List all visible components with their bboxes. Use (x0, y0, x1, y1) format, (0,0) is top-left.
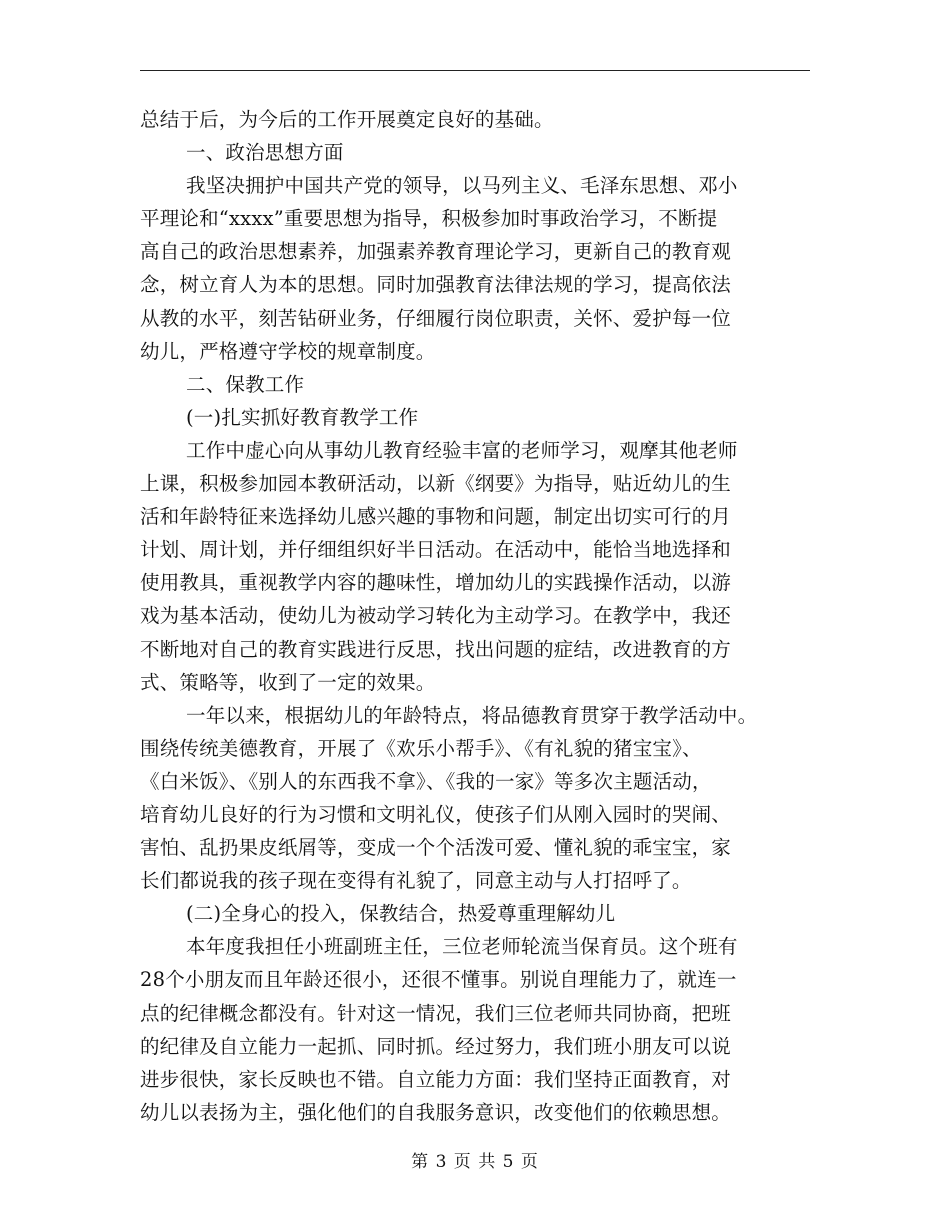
text-line: 本年度我担任小班副班主任，三位老师轮流当保育员。这个班有 (186, 935, 738, 959)
text-line: 一年以来，根据幼儿的年龄特点，将品德教育贯穿于教学活动中。 (186, 703, 758, 727)
text-line: 高自己的政治思想素养，加强素养教育理论学习，更新自己的教育观 (140, 240, 732, 264)
text-line: 计划、周计划，并仔细组织好半日活动。在活动中，能恰当地选择和 (140, 538, 732, 562)
text-line: 培育幼儿良好的行为习惯和文明礼仪，使孩子们从刚入园时的哭闹、 (140, 802, 732, 826)
document-body (140, 103, 820, 1129)
section-heading-teaching: 二、保教工作 (186, 372, 305, 396)
text-line: 使用教具，重视教学内容的趣味性，增加幼儿的实践操作活动，以游 (140, 571, 732, 595)
text-line: 我坚决拥护中国共产党的领导，以马列主义、毛泽东思想、邓小 (186, 174, 738, 198)
text-line: 幼儿以表扬为主，强化他们的自我服务意识，改变他们的依赖思想。 (140, 1100, 732, 1124)
text-line: 工作中虚心向从事幼儿教育经验丰富的老师学习，观摩其他老师 (186, 438, 738, 462)
section-heading-politics: 一、政治思想方面 (186, 141, 344, 165)
text-line: 平理论和“xxxx”重要思想为指导，积极参加时事政治学习，不断提 (140, 207, 718, 231)
subsection-heading-1: (一)扎实抓好教育教学工作 (186, 405, 419, 429)
text-line: 《白米饭》、《别人的东西我不拿》、《我的一家》等多次主题活动， (140, 769, 712, 793)
text-line: 从教的水平，刻苦钻研业务，仔细履行岗位职责，关怀、爱护每一位 (140, 306, 732, 330)
text-line: 长们都说我的孩子现在变得有礼貌了，同意主动与人打招呼了。 (140, 869, 692, 893)
text-line: 害怕、乱扔果皮纸屑等，变成一个个活泼可爱、懂礼貌的乖宝宝，家 (140, 836, 732, 860)
text-line: 的纪律及自立能力一起抓、同时抓。经过努力，我们班小朋友可以说 (140, 1034, 732, 1058)
text-line: 上课，积极参加园本教研活动，以新《纲要》为指导，贴近幼儿的生 (140, 472, 732, 496)
header-rule (140, 70, 810, 71)
text-line: 围绕传统美德教育，开展了《欢乐小帮手》、《有礼貌的猪宝宝》、 (140, 736, 702, 760)
text-line: 幼儿，严格遵守学校的规章制度。 (140, 339, 436, 363)
text-line: 总结于后，为今后的工作开展奠定良好的基础。 (140, 108, 554, 131)
text-line: 28个小朋友而且年龄还很小，还很不懂事。别说自理能力了，就连一 (140, 968, 737, 992)
text-line: 不断地对自己的教育实践进行反思，找出问题的症结，改进教育的方 (140, 637, 732, 661)
text-line: 活和年龄特征来选择幼儿感兴趣的事物和问题，制定出切实可行的月 (140, 505, 732, 529)
subsection-heading-2: (二)全身心的投入，保教结合，热爱尊重理解幼儿 (186, 902, 616, 926)
page-number-footer: 第 3 页 共 5 页 (411, 1152, 539, 1172)
text-line: 念，树立育人为本的思想。同时加强教育法律法规的学习，提高依法 (140, 273, 732, 297)
text-line: 戏为基本活动，使幼儿为被动学习转化为主动学习。在教学中，我还 (140, 604, 732, 628)
text-line: 进步很快，家长反映也不错。自立能力方面：我们坚持正面教育，对 (140, 1067, 732, 1091)
text-line: 式、策略等，收到了一定的效果。 (140, 670, 436, 694)
text-line: 点的纪律概念都没有。针对这一情况，我们三位老师共同协商，把班 (140, 1001, 732, 1025)
